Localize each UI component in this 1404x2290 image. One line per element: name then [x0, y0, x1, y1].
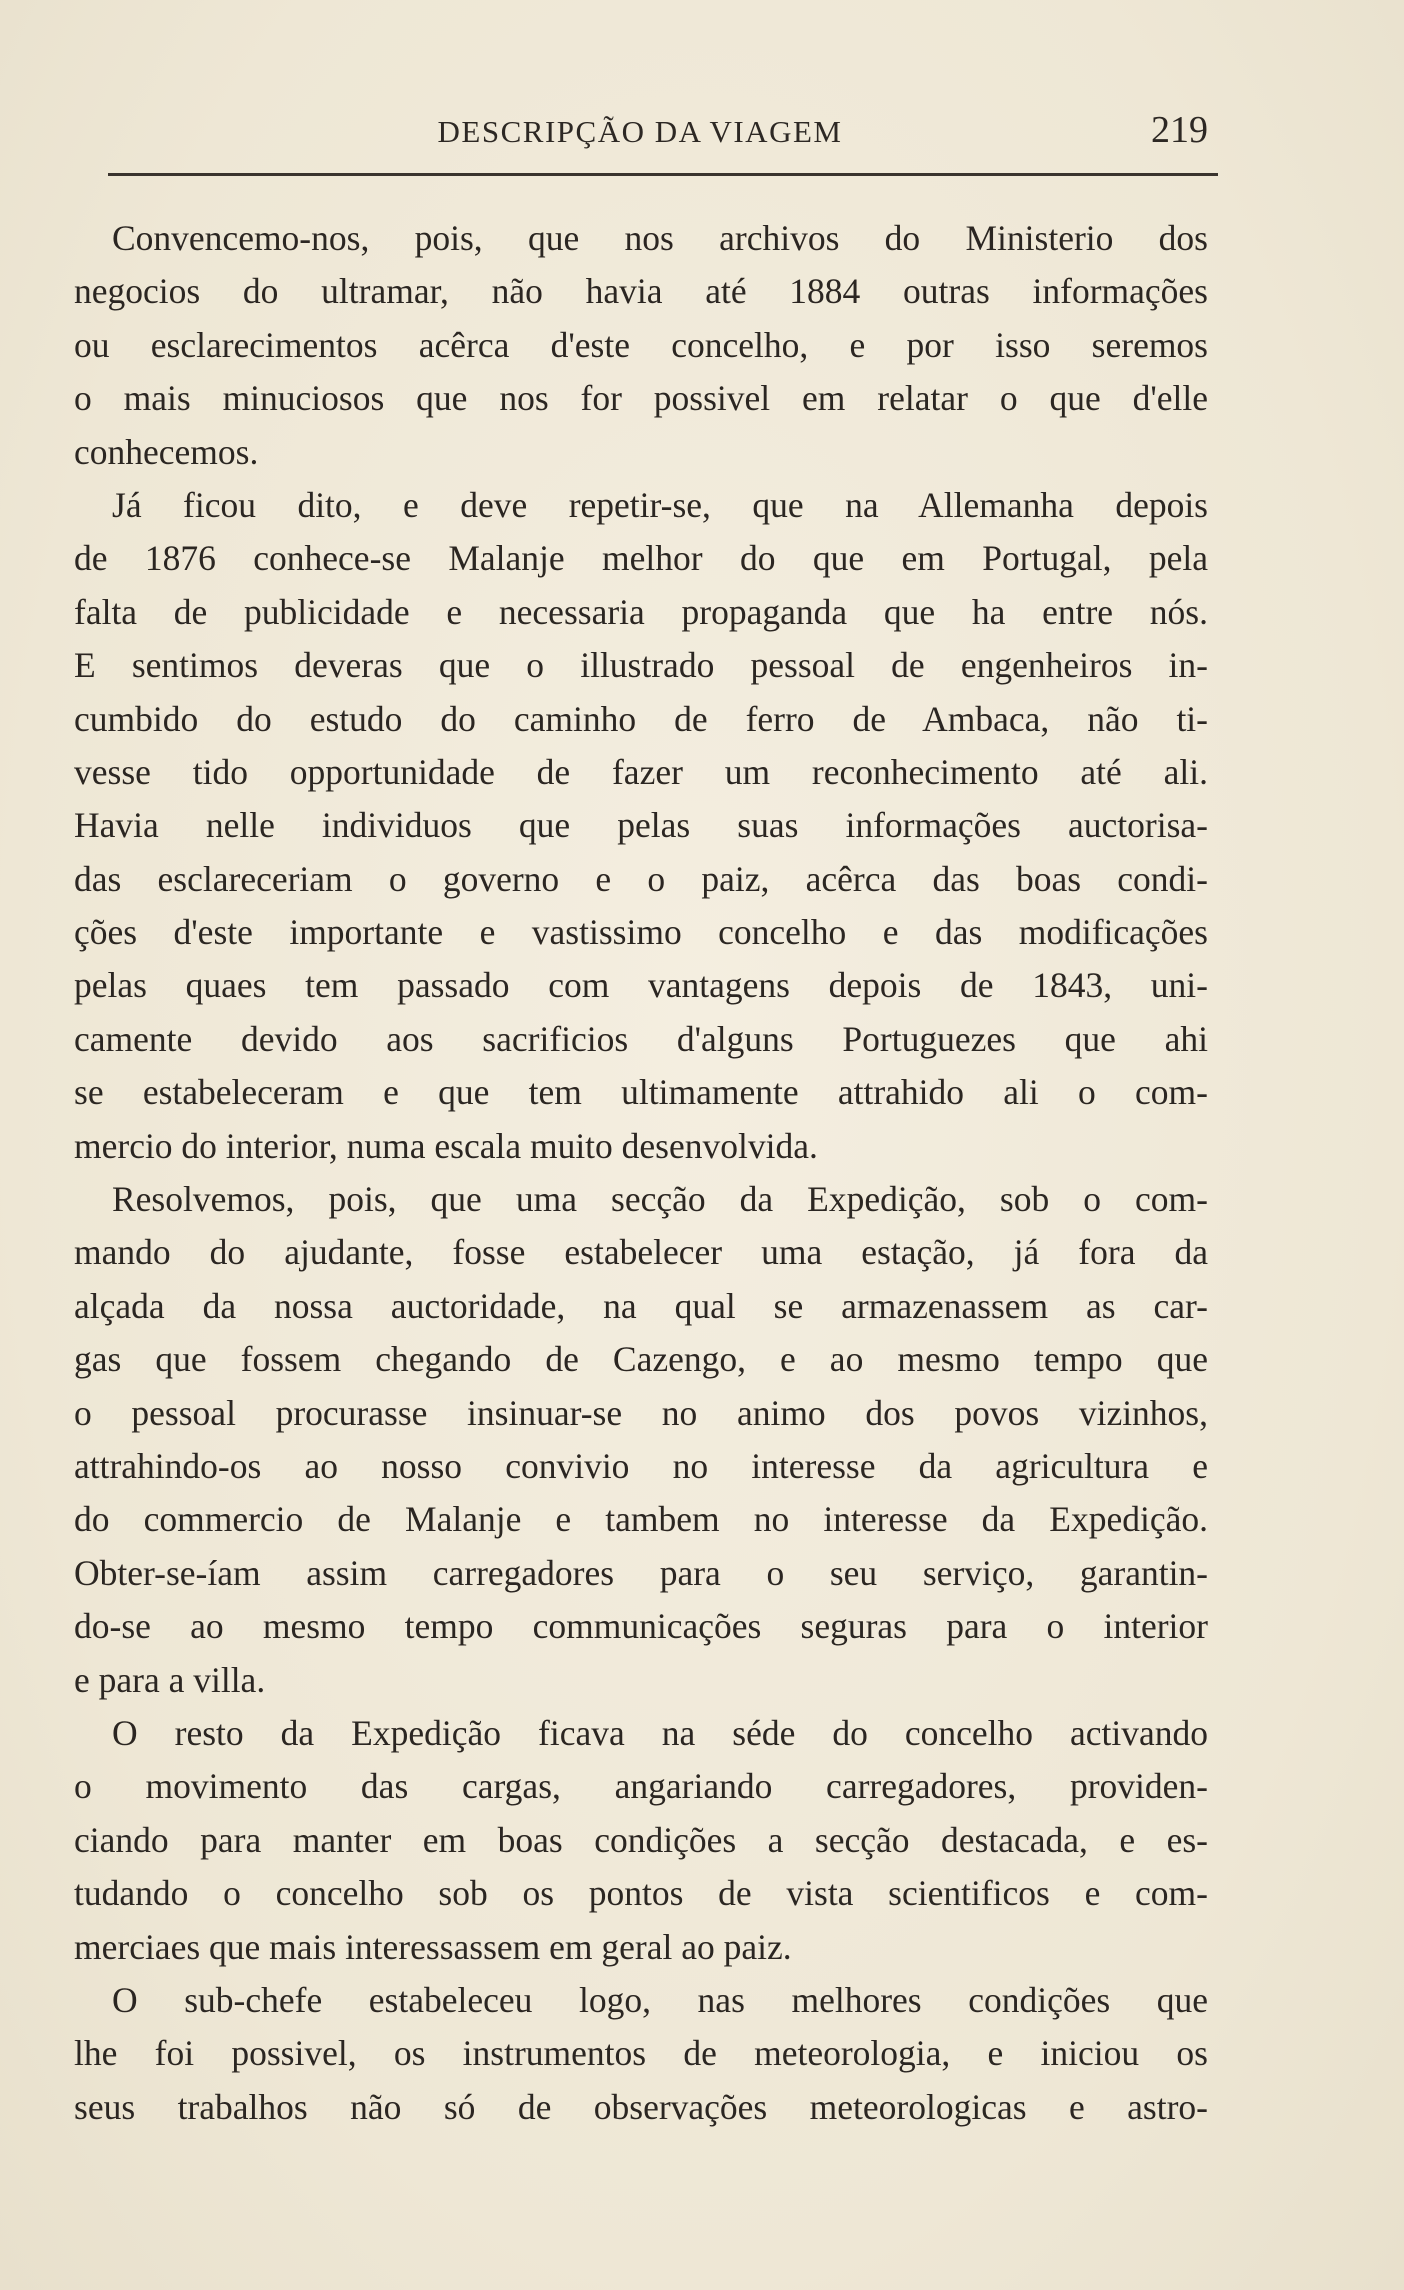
- text-line: camente devido aos sacrificios d'alguns Portuguezes que ahi: [74, 1018, 1208, 1059]
- text-line: O resto da Expedição ficava na séde do concelho activando: [112, 1712, 1208, 1753]
- text-line: do-se ao mesmo tempo communicações seguras para o interior: [74, 1606, 1208, 1647]
- page-header: [72, 104, 1208, 164]
- text-line: lhe foi possivel, os instrumentos de meteorologia, e iniciou os: [74, 2033, 1208, 2074]
- text-line: E sentimos deveras que o illustrado pessoal de engenheiros in-: [74, 645, 1208, 686]
- header-rule: [108, 173, 1218, 176]
- text-line: merciaes que mais interessassem em geral ao paiz.: [74, 1926, 792, 1967]
- body-text: [74, 212, 1208, 2134]
- text-line: ciando para manter em boas condições a secção destacada, e es-: [74, 1819, 1208, 1860]
- text-line: seus trabalhos não só de observações meteorologicas e astro-: [74, 2086, 1208, 2127]
- text-line: Havia nelle individuos que pelas suas informações auctorisa-: [74, 805, 1208, 846]
- text-line: mando do ajudante, fosse estabelecer uma estação, já fora da: [74, 1232, 1208, 1273]
- text-line: Obter-se-íam assim carregadores para o seu serviço, garantin-: [74, 1552, 1208, 1593]
- text-line: do commercio de Malanje e tambem no interesse da Expedição.: [74, 1499, 1208, 1540]
- text-line: Convencemo-nos, pois, que nos archivos do Ministerio dos: [112, 218, 1208, 258]
- text-line: tudando o concelho sob os pontos de vista scientificos e com-: [74, 1873, 1208, 1914]
- text-line: gas que fossem chegando de Cazengo, e ao mesmo tempo que: [74, 1339, 1208, 1380]
- text-line: de 1876 conhece-se Malanje melhor do que em Portugal, pela: [74, 538, 1208, 579]
- text-line: o pessoal procurasse insinuar-se no animo dos povos vizinhos,: [74, 1392, 1208, 1433]
- text-line: ções d'este importante e vastissimo concelho e das modificações: [74, 912, 1208, 953]
- text-line: O sub-chefe estabeleceu logo, nas melhores condições que: [112, 1979, 1208, 2020]
- text-line: o movimento das cargas, angariando carregadores, providen-: [74, 1766, 1208, 1807]
- text-line: Resolvemos, pois, que uma secção da Expedição, sob o com-: [112, 1179, 1208, 1220]
- running-title: DESCRIPÇÃO DA VIAGEM: [437, 114, 843, 149]
- text-line: cumbido do estudo do caminho de ferro de Ambaca, não ti-: [74, 698, 1208, 739]
- text-line: Já ficou dito, e deve repetir-se, que na Allemanha depois: [112, 484, 1208, 525]
- text-line: alçada da nossa auctoridade, na qual se armazenassem as car-: [74, 1285, 1208, 1326]
- text-line: mercio do interior, numa escala muito desenvolvida.: [74, 1125, 818, 1166]
- text-line: attrahindo-os ao nosso convivio no interesse da agricultura e: [74, 1445, 1208, 1486]
- text-line: o mais minuciosos que nos for possivel em relatar o que d'elle: [74, 378, 1208, 419]
- text-line: pelas quaes tem passado com vantagens depois de 1843, uni-: [74, 965, 1208, 1006]
- text-line: das esclareceriam o governo e o paiz, acêrca das boas condi-: [74, 858, 1208, 899]
- text-line: se estabeleceram e que tem ultimamente attrahido ali o com-: [74, 1072, 1208, 1113]
- text-line: vesse tido opportunidade de fazer um reconhecimento até ali.: [74, 751, 1208, 792]
- page-number: 219: [1151, 109, 1208, 151]
- text-line: conhecemos.: [74, 431, 259, 472]
- text-line: falta de publicidade e necessaria propaganda que ha entre nós.: [74, 591, 1208, 632]
- text-line: negocios do ultramar, não havia até 1884 outras informações: [74, 271, 1208, 312]
- text-line: e para a villa.: [74, 1659, 266, 1700]
- text-line: ou esclarecimentos acêrca d'este concelho, e por isso seremos: [74, 324, 1208, 365]
